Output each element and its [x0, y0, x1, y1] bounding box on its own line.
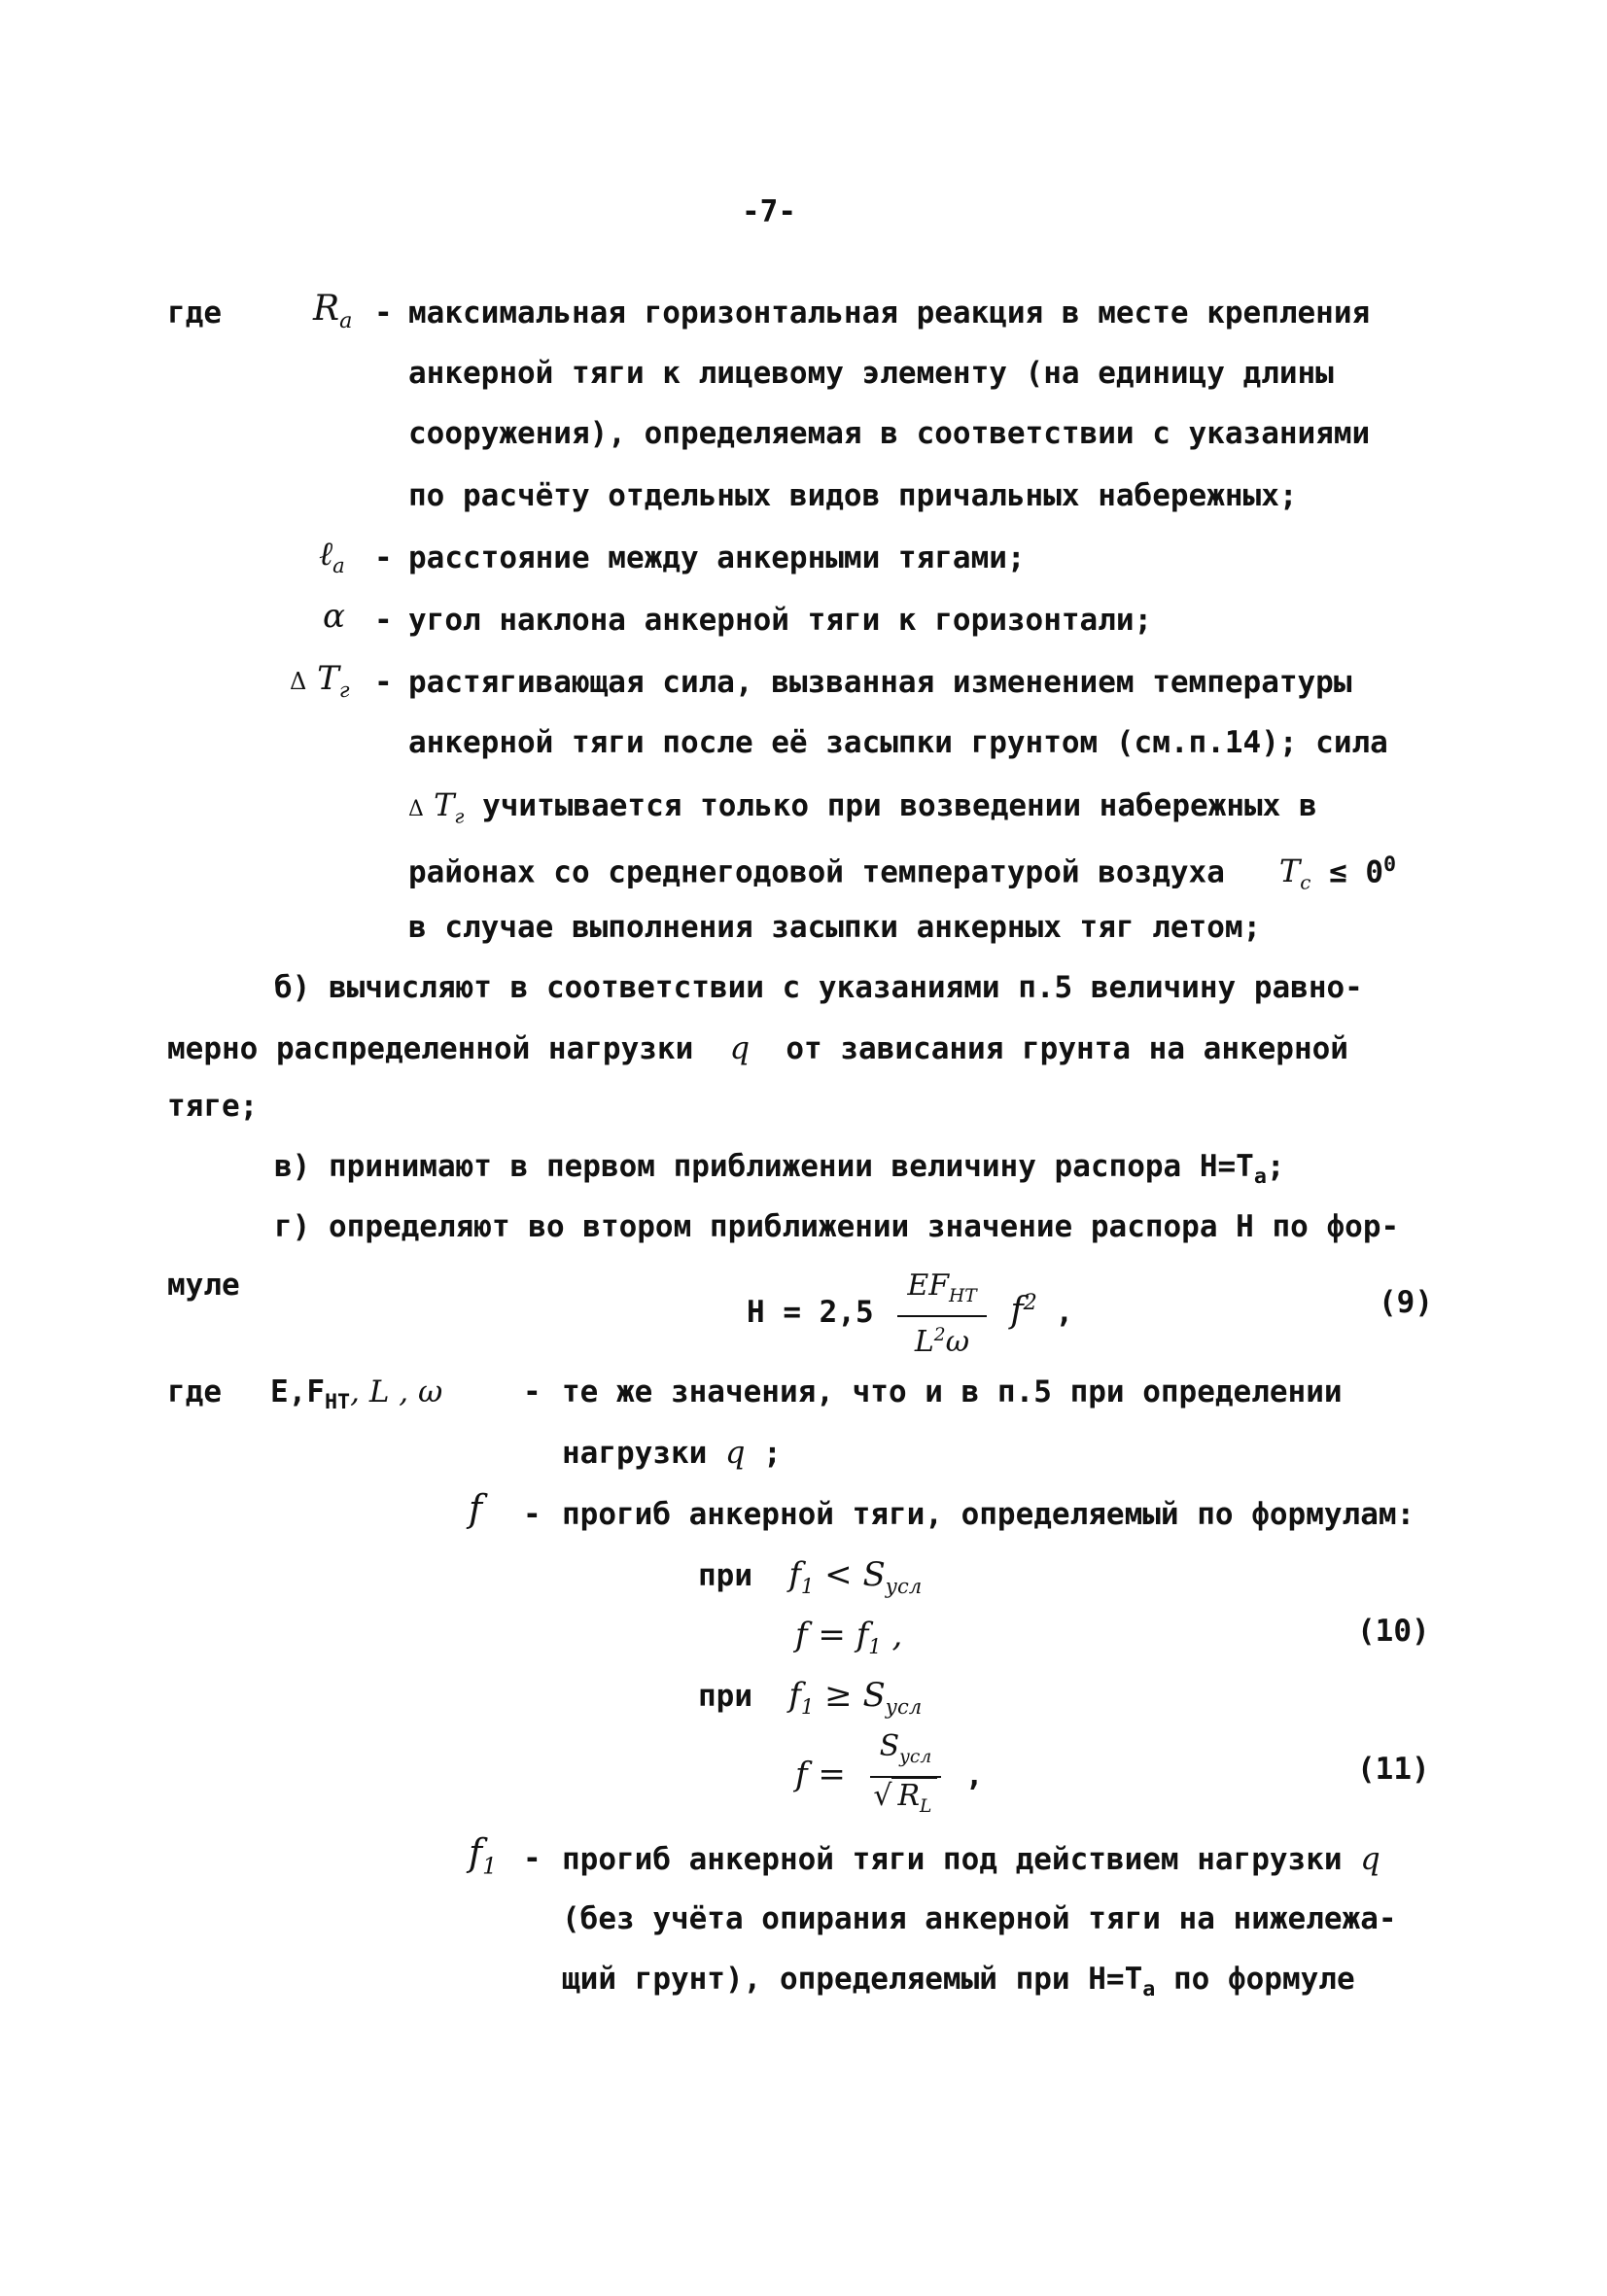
f1-definition-line-2: (без учёта опирания анкерной тяги на нижележа- [562, 1901, 1397, 1936]
step-g-line-1: г) определяют во втором приближении значение распора Н по фор- [274, 1209, 1400, 1244]
formula-9-fraction: $\frac{EF_{НТ}}{L^2\omega}$ [897, 1268, 986, 1361]
dash: - [374, 296, 393, 330]
step-b-line-3: тяге; [167, 1089, 259, 1124]
dash: - [374, 665, 393, 700]
alpha-definition: угол наклона анкерной тяги к горизонтали; [408, 603, 1153, 638]
dash: - [523, 1497, 541, 1532]
step-g-line-2: муле [167, 1268, 240, 1303]
step-v-line: в) принимают в первом приближении величину распора $Н=T_a$; [274, 1149, 1285, 1190]
formula-9: Н = 2,5 $\frac{EF_{НТ}}{L^2\omega}$ $f^2$ , [747, 1268, 1074, 1359]
step-b-line-1: б) вычисляют в соответствии с указаниями п.5 величину равно- [274, 970, 1363, 1005]
variables-definition-line-2: нагрузки q ; [562, 1434, 782, 1471]
f1-definition-line-1: прогиб анкерной тяги под действием нагрузки q [562, 1840, 1380, 1877]
dTg-definition-line-1: растягивающая сила, вызванная изменением температуры [408, 665, 1352, 700]
dash: - [374, 540, 393, 575]
formula-9-number: (9) [1379, 1285, 1433, 1320]
f-definition: прогиб анкерной тяги, определяемый по формулам: [562, 1497, 1415, 1532]
symbol-Ra: $R_a$ [313, 289, 353, 334]
page-number: -7- [742, 194, 796, 229]
where-label: где [167, 296, 222, 330]
formula-11-condition: при $f_1 \ge S_{усл}$ [698, 1676, 923, 1719]
dash: - [523, 1841, 541, 1876]
formula-11-fraction: $\frac{S_{усл}}{√ R_L}$ [870, 1728, 942, 1826]
symbol-delta-Tg: Δ $T_г$ [290, 659, 350, 702]
f1-definition-line-3: щий грунт), определяемый при $Н=T_a$ по формуле [562, 1962, 1355, 2002]
dash: - [523, 1374, 541, 1409]
dTg-definition-line-3: Δ $T_г$ учитывается только при возведении набережных в [408, 786, 1317, 828]
formula-11-equation: f = $\frac{S_{усл}}{√ R_L}$ , [795, 1728, 984, 1826]
Ra-definition-line-2: анкерной тяги к лицевому элементу (на единицу длины [408, 356, 1334, 391]
Ra-definition-line-4: по расчёту отдельных видов причальных набережных; [408, 478, 1298, 513]
formula-11-number: (11) [1357, 1752, 1430, 1787]
Ra-definition-line-1: максимальная горизонтальная реакция в месте крепления [408, 296, 1371, 330]
dash: - [374, 603, 393, 638]
variables-list: $E,F_{НТ}$, L , ω [270, 1374, 443, 1415]
formula-10-condition: при $f_1 < S_{усл}$ [698, 1555, 923, 1598]
symbol-f: f [469, 1487, 483, 1530]
la-definition: расстояние между анкерными тягами; [408, 540, 1026, 575]
formula-10-number: (10) [1357, 1614, 1430, 1649]
formula-10-equation: $f = f_1$ , [795, 1616, 903, 1658]
symbol-alpha: α [323, 597, 345, 636]
dTg-definition-line-4: районах со среднегодовой температурой воздуха $T_с \le 0^0$ [408, 852, 1397, 894]
symbol-la: ℓ$_a$ [319, 535, 345, 577]
symbol-f1: $f_1$ [469, 1831, 498, 1880]
dTg-definition-line-5: в случае выполнения засыпки анкерных тяг летом; [408, 910, 1262, 945]
Ra-definition-line-3: сооружения), определяемая в соответствии с указаниями [408, 416, 1371, 451]
dTg-definition-line-2: анкерной тяги после её засыпки грунтом (см.п.14); сила [408, 725, 1388, 760]
step-b-line-2: мерно распределенной нагрузки q от зависания грунта на анкерной [167, 1029, 1348, 1066]
where-label: где [167, 1374, 222, 1409]
variables-definition-line-1: те же значения, что и в п.5 при определении [562, 1374, 1343, 1409]
